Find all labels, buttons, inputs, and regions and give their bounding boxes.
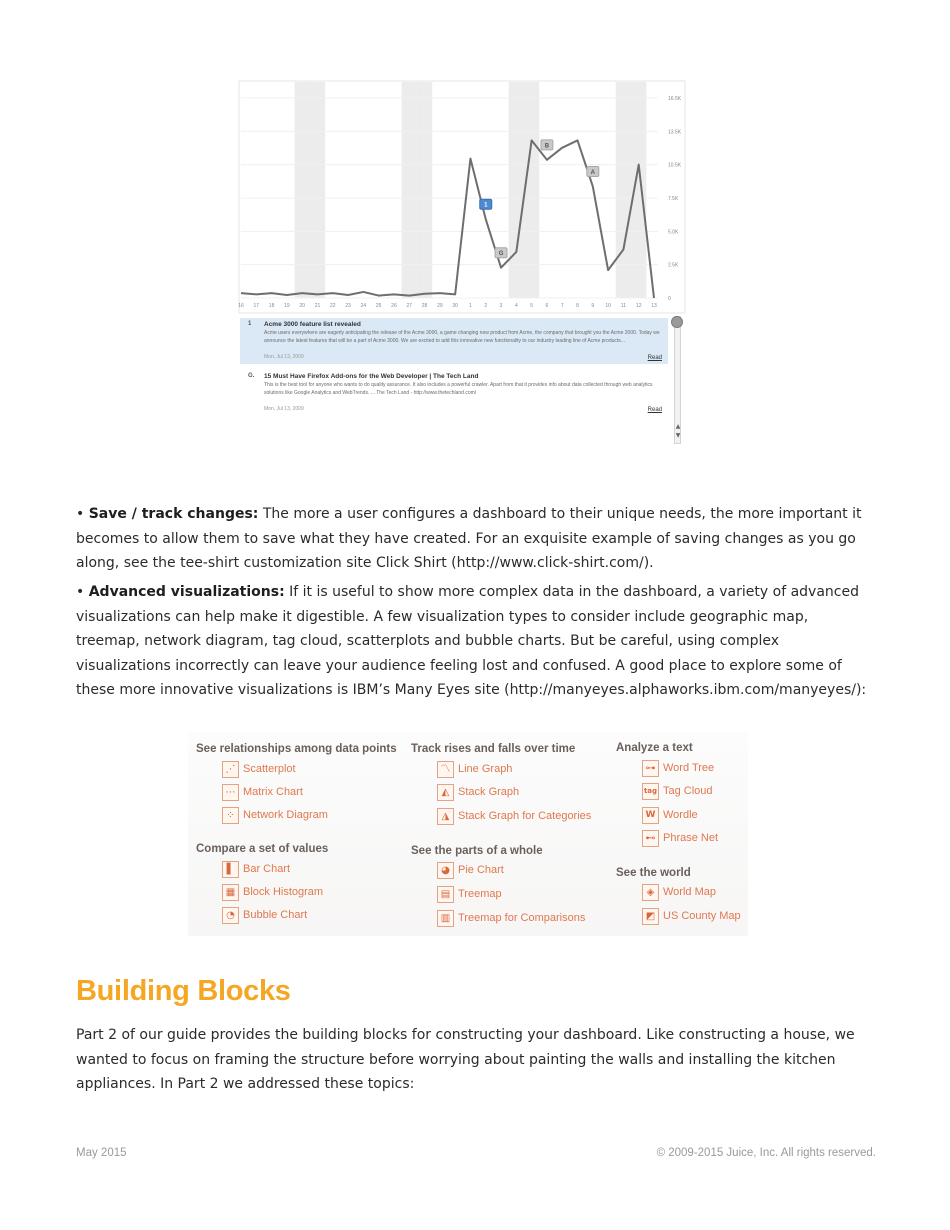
- weekend-shade: [417, 82, 432, 298]
- bullet-text: If it is useful to show more complex data in the dashboard, a variety of advanced visualizations can help make it digestible. A few visualization types to consider include geographic map, treemap, network diagram, tag cloud, scatterplots and bubble charts. But be careful, using complex visualizations incorrectly can leave your audience feeling lost and confused. A good place to explore some of these more innovative visualizations is IBM’s Many Eyes site (http://manyeyes.alphaworks.ibm.com/manyeyes/):: [76, 584, 867, 699]
- feed-item-marker: G.: [248, 373, 255, 379]
- viz-item-label[interactable]: Block Histogram: [243, 886, 324, 898]
- bullet-advanced-visualizations: [76, 580, 876, 703]
- x-tick-label: 24: [360, 303, 367, 309]
- y-tick-label: 5.0K: [668, 229, 679, 236]
- x-tick-label: 19: [284, 303, 290, 309]
- viz-item-label[interactable]: Pie Chart: [458, 864, 504, 876]
- weekend-shade: [295, 82, 310, 298]
- bullet-lead: Save / track changes:: [88, 506, 259, 522]
- y-tick-label: 13.5K: [668, 129, 682, 136]
- x-tick-label: 6: [545, 303, 549, 309]
- scroll-down-arrow-icon[interactable]: ▼: [675, 432, 681, 439]
- x-tick-label: 30: [452, 303, 458, 309]
- x-tick-label: 9: [591, 303, 595, 309]
- stack-graph-categories-icon: ◮: [437, 808, 454, 825]
- feed-scroll-thumb[interactable]: [671, 316, 683, 328]
- viz-item-label[interactable]: Word Tree: [663, 762, 715, 774]
- world-map-icon: ◈: [642, 884, 659, 901]
- feed-item-date: Mon, Jul 13, 2009: [264, 354, 304, 360]
- viz-item-label[interactable]: Stack Graph for Categories: [458, 810, 592, 822]
- viz-group-heading: See the world: [616, 867, 691, 879]
- bullet-marker: •: [76, 584, 89, 600]
- tag-cloud-icon: tag: [642, 783, 659, 800]
- x-tick-label: 1: [469, 303, 472, 309]
- x-tick-label: 25: [375, 303, 382, 309]
- treemap-icon: ▤: [437, 886, 454, 903]
- x-tick-label: 20: [299, 303, 305, 309]
- section-heading: Building Blocks: [76, 975, 291, 1007]
- pie-chart-icon: ◕: [437, 862, 454, 879]
- bullet-text: The more a user configures a dashboard to their unique needs, the more important it becomes to allow them to save what they have created. For an exquisite example of saving changes as you go along, see the tee-shirt customization site Click Shirt (http://www.click-shirt.com/).: [76, 506, 862, 572]
- viz-item-label[interactable]: World Map: [663, 886, 716, 898]
- footer-date: May 2015: [76, 1147, 127, 1159]
- viz-item-label[interactable]: Line Graph: [458, 763, 513, 775]
- feed-item-title[interactable]: 15 Must Have Firefox Add-ons for the Web Developer | The Tech Land: [264, 373, 479, 380]
- y-tick-label: 16.5K: [668, 96, 682, 102]
- bubble-chart-icon: ◔: [222, 907, 239, 924]
- news-feed-list: [240, 318, 668, 416]
- annotation-flag-label: B: [544, 143, 550, 150]
- viz-item-label[interactable]: Treemap for Comparisons: [458, 912, 586, 924]
- x-tick-label: 26: [391, 303, 397, 309]
- viz-item-label[interactable]: Phrase Net: [663, 832, 719, 844]
- treemap-comparisons-icon: ▥: [437, 910, 454, 927]
- viz-group-heading: Compare a set of values: [196, 843, 329, 855]
- viz-group-heading: Track rises and falls over time: [411, 743, 576, 755]
- viz-item-label[interactable]: Scatterplot: [243, 763, 296, 775]
- feed-item-marker: 1: [248, 321, 252, 327]
- weekend-shade: [509, 82, 524, 298]
- y-tick-label: 0: [668, 296, 671, 302]
- bullet-lead: Advanced visualizations:: [88, 584, 285, 600]
- viz-group-heading: See relationships among data points: [196, 743, 397, 755]
- network-diagram-icon: ⁘: [222, 807, 239, 824]
- weekend-shade: [616, 82, 631, 298]
- feed-item-title[interactable]: Acme 3000 feature list revealed: [264, 321, 361, 328]
- viz-item-label[interactable]: Tag Cloud: [663, 785, 713, 797]
- weekend-shade: [310, 82, 325, 298]
- x-tick-label: 3: [499, 303, 503, 309]
- y-tick-label: 2.5K: [668, 262, 679, 269]
- bullet-marker: •: [76, 506, 89, 522]
- viz-item-label[interactable]: Matrix Chart: [243, 786, 303, 798]
- annotated-timeline-figure: [238, 80, 686, 448]
- feed-item-date: Mon, Jul 13, 2009: [264, 406, 304, 412]
- matrix-chart-icon: ⋯: [222, 784, 239, 801]
- scroll-up-arrow-icon[interactable]: ▲: [675, 423, 681, 430]
- y-tick-label: 7.5K: [668, 196, 679, 202]
- x-tick-label: 11: [620, 303, 627, 309]
- feed-read-link[interactable]: Read: [647, 355, 662, 361]
- feed-read-link[interactable]: Read: [647, 407, 662, 413]
- viz-item-label[interactable]: Bubble Chart: [243, 909, 308, 921]
- x-tick-label: 23: [345, 303, 351, 309]
- x-tick-label: 4: [514, 303, 518, 309]
- x-tick-label: 18: [268, 303, 275, 309]
- x-tick-label: 17: [253, 303, 260, 309]
- line-graph-icon: 〽: [437, 761, 454, 778]
- x-tick-label: 29: [437, 303, 443, 309]
- feed-item-body: Acme users everywhere are eagerly anticipating the release of the Acme 3000, a game changing new product from Acme, the company that brought you the Acme 2000. Today we announce the latest features that will be a part of Acme 3000. We are excited to add this innovative new functionality to our industry leading line of Acme products...: [264, 330, 660, 344]
- viz-item-label[interactable]: US County Map: [663, 910, 741, 922]
- x-tick-label: 27: [406, 303, 413, 309]
- x-tick-label: 28: [421, 303, 428, 309]
- annotation-flag-label: 1: [484, 202, 488, 209]
- feed-item[interactable]: [240, 370, 668, 416]
- x-tick-label: 21: [314, 303, 321, 309]
- x-tick-label: 2: [484, 303, 488, 309]
- block-histogram-icon: ▦: [222, 884, 239, 901]
- phrase-net-icon: ⊷: [642, 830, 659, 847]
- x-tick-label: 10: [605, 303, 611, 309]
- bullet-save-track-changes: [76, 502, 876, 576]
- viz-item-label[interactable]: Network Diagram: [243, 809, 328, 821]
- x-tick-label: 13: [651, 303, 657, 309]
- x-tick-label: 16: [238, 303, 244, 309]
- viz-group-heading: Analyze a text: [616, 742, 693, 754]
- feed-item-body: This is the best tool for anyone who wants to do quality assurance. It also includes a powerful crawler. Apart from that it provides info about data collected through web analytics solutions like Google Analytics and WebTrends. ... The Tech Land - http://www.thetechland.com/: [264, 382, 653, 396]
- y-tick-label: 10.5K: [668, 162, 682, 169]
- weekend-shade: [524, 82, 539, 298]
- us-county-map-icon: ◩: [642, 908, 659, 925]
- stack-graph-icon: ◭: [437, 784, 454, 801]
- section-paragraph: Part 2 of our guide provides the building blocks for constructing your dashboard. Like constructing a house, we wanted to focus on framing the structure before worrying about painting the walls and installing the kitchen appliances. In Part 2 we addressed these topics:: [76, 1027, 855, 1093]
- footer-copyright: © 2009-2015 Juice, Inc. All rights reserved.: [656, 1147, 876, 1159]
- scatterplot-icon: ⋰: [222, 761, 239, 778]
- viz-item-label[interactable]: Stack Graph: [458, 786, 520, 798]
- x-tick-label: 12: [635, 303, 642, 309]
- x-tick-label: 22: [329, 303, 336, 309]
- viz-item-label[interactable]: Wordle: [663, 809, 698, 821]
- x-tick-label: 8: [576, 303, 579, 309]
- feed-item[interactable]: [240, 318, 668, 364]
- viz-group-heading: See the parts of a whole: [411, 845, 543, 857]
- weekend-shade: [402, 82, 417, 298]
- viz-item-label[interactable]: Bar Chart: [243, 863, 291, 875]
- annotation-flag-label: A: [590, 169, 595, 176]
- bar-chart-icon: ▌: [222, 861, 239, 878]
- annotation-flag-label: G: [498, 251, 504, 258]
- viz-item-label[interactable]: Treemap: [458, 888, 502, 900]
- visualization-types-menu: [188, 732, 748, 936]
- x-tick-label: 5: [530, 303, 534, 309]
- word-tree-icon: ⊶: [642, 760, 659, 777]
- wordle-icon: W: [642, 807, 659, 824]
- timeline-chart: [238, 80, 686, 316]
- x-tick-label: 7: [560, 303, 564, 309]
